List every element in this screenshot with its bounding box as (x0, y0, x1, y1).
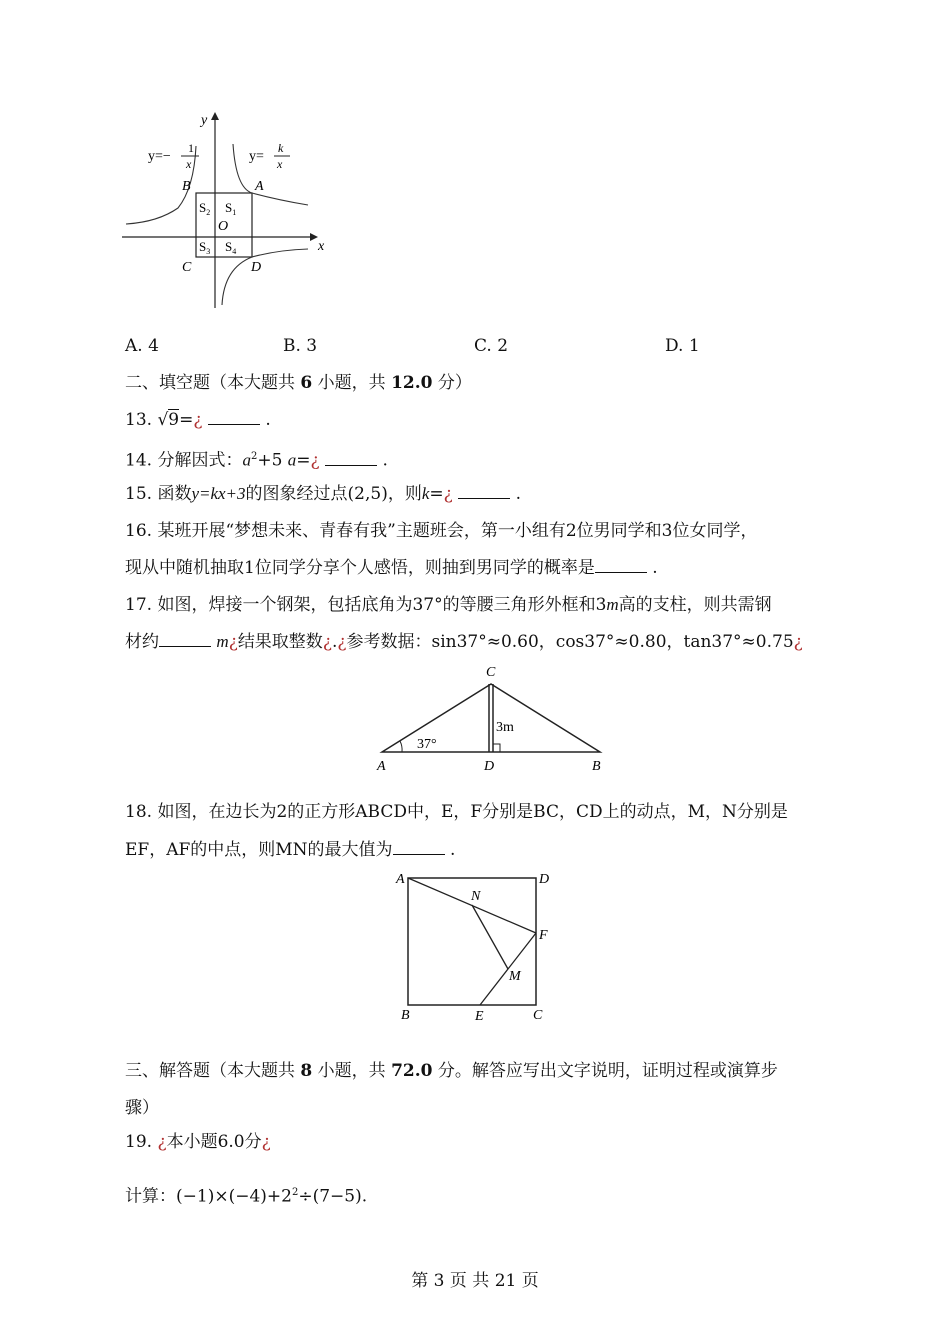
curve-right-num: k (278, 141, 284, 155)
s2-label: $S_2$ (199, 200, 211, 217)
x-axis-label: x (318, 239, 325, 254)
point-d-label: D (539, 872, 550, 887)
point-b-label: B (592, 759, 601, 774)
steel-frame-figure (372, 660, 612, 776)
point-a-label: A (377, 759, 386, 774)
question-17-line-1: 17. 如图，焊接一个钢架，包括底角为37°的等腰三角形外框和3m高的支柱，则共需钢 (125, 595, 772, 615)
curve-right-label: y= (249, 149, 264, 164)
choice-a[interactable]: A. 4 (125, 336, 159, 356)
point-c-label: C (182, 260, 192, 275)
x-axis-arrow-icon (310, 233, 318, 241)
point-d-label: D (251, 260, 262, 275)
page-footer: 第 3 页 共 21 页 (411, 1271, 539, 1291)
hyperbola-graph (118, 108, 328, 313)
point-b-label: B (182, 179, 191, 194)
isosceles-triangle (382, 684, 600, 752)
answer-blank[interactable] (595, 556, 647, 573)
question-15: 15. 函数y=kx+3的图象经过点(2,5)，则k=¿ . (125, 484, 521, 504)
section-3-heading-line-2: 骤） (125, 1098, 159, 1118)
choice-d[interactable]: D. 1 (665, 336, 700, 356)
point-a-label: A (396, 872, 405, 887)
question-13: 13. √9=¿ . (125, 410, 271, 430)
answer-blank[interactable] (393, 838, 445, 855)
y-axis-arrow-icon (211, 112, 219, 120)
right-angle-mark (493, 744, 500, 752)
answer-blank[interactable] (458, 482, 510, 499)
question-16-line-2: 现从中随机抽取1位同学分享个人感悟，则抽到男同学的概率是 . (125, 558, 658, 578)
curve-left-den: x (186, 157, 192, 171)
point-m-label: M (509, 969, 521, 984)
height-label: 3m (496, 720, 514, 735)
question-18-line-2: EF，AF的中点，则MN的最大值为 . (125, 840, 456, 860)
answer-blank[interactable] (325, 449, 377, 466)
choice-b[interactable]: B. 3 (283, 336, 318, 356)
curve-right-den: x (277, 157, 283, 171)
question-18-line-1: 18. 如图，在边长为2的正方形ABCD中，E，F分别是BC，CD上的动点，M，N分别是 (125, 802, 788, 822)
point-c-label: C (533, 1008, 543, 1023)
question-16-line-1: 16. 某班开展“梦想未来、青春有我”主题班会，第一小组有2位男同学和3位女同学， (125, 521, 758, 541)
section-3-heading: 三、解答题（本大题共 8 小题，共 72.0 分。解答应写出文字说明，证明过程或演算步 (125, 1061, 778, 1081)
question-17-line-2: 材约 m¿结果取整数¿.¿参考数据：sin37°≈0.60，cos37°≈0.80，tan37°≈0.75¿ (125, 632, 803, 652)
curve-left-num: 1 (188, 141, 194, 155)
point-d-label: D (484, 759, 495, 774)
point-a-label: A (255, 179, 264, 194)
segment-mn (472, 905, 508, 969)
question-19: 19. ¿本小题6.0分¿ (125, 1132, 271, 1152)
point-b-label: B (401, 1008, 410, 1023)
point-e-label: E (475, 1009, 484, 1024)
square-abcd-figure (390, 866, 560, 1026)
choice-c[interactable]: C. 2 (474, 336, 509, 356)
s3-label: $S_3$ (199, 239, 211, 256)
angle-arc (400, 741, 402, 752)
answer-blank[interactable] (208, 408, 260, 425)
question-19-expression: 计算：$(-1)\times(-4)+2^2\div(7-5)$. (125, 1186, 368, 1207)
curve-k-over-x-q1 (233, 144, 308, 205)
point-n-label: N (471, 889, 481, 904)
point-f-label: F (539, 928, 548, 943)
point-c-label: C (486, 665, 496, 680)
question-14: 14. 分解因式：$a^2+5$ a=¿ . (125, 450, 388, 471)
curve-left-label: y=− (148, 149, 171, 164)
s4-label: $S_4$ (225, 239, 237, 256)
answer-blank[interactable] (159, 630, 211, 647)
angle-label: 37° (417, 737, 437, 752)
s1-label: $S_1$ (225, 200, 237, 217)
y-axis-label: y (201, 113, 208, 128)
section-2-heading: 二、填空题（本大题共 6 小题，共 12.0 分） (125, 373, 472, 393)
origin-label: O (218, 219, 229, 234)
